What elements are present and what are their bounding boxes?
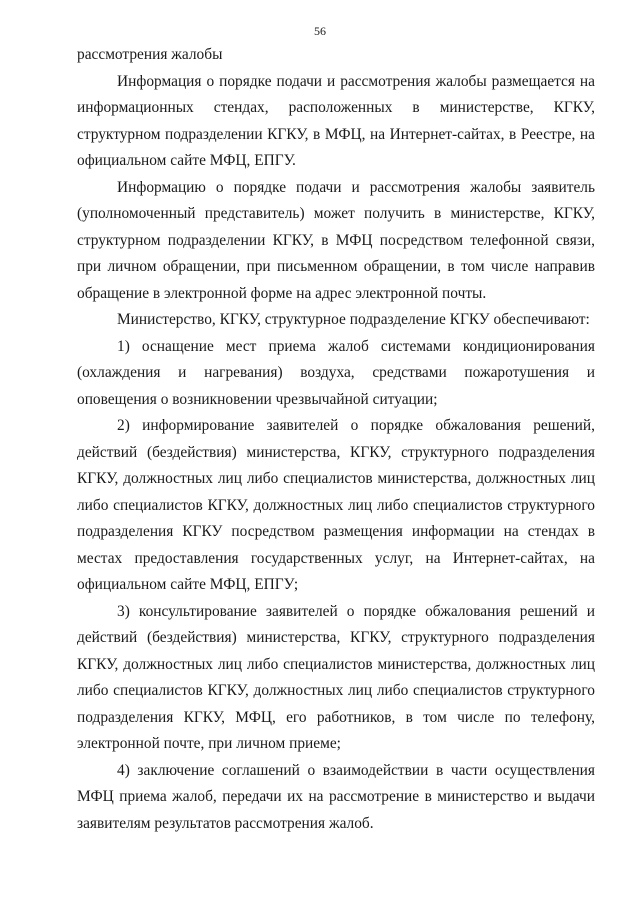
list-item-equipment: 1) оснащение мест приема жалоб системами кондиционирования (охлаждения и нагревания) воздуха, средствами пожаротушения и оповещения о возникновении чрезвычайной ситуации; — [77, 337, 595, 408]
paragraph-complaint-info-placement: Информация о порядке подачи и рассмотрения жалобы размещается на информационных стендах, расположенных в министерстве, КГКУ, структурном подразделении КГКУ, в МФЦ, на Интернет-сайтах, в Реестре, на официальном сайте МФЦ, ЕПГУ. — [77, 72, 595, 169]
document-body — [77, 42, 595, 837]
page-number: 56 — [314, 24, 326, 38]
list-item-informing: 2) информирование заявителей о порядке обжалования решений, действий (бездействия) министерства, КГКУ, структурного подразделения КГКУ, должностных лиц либо специалистов министерства, должностных лиц либо специалистов КГКУ, должностных лиц либо специалистов структурного подразделения КГКУ посредством размещения информации на стендах в местах предоставления государственных услуг, на Интернет-сайтах, на официальном сайте МФЦ, ЕПГУ; — [77, 417, 595, 593]
paragraph-complaint-info-obtaining: Информацию о порядке подачи и рассмотрения жалобы заявитель (уполномоченный представитель) может получить в министерстве, КГКУ, структурном подразделении КГКУ, в МФЦ посредством телефонной связи, при личном обращении, при письменном обращении, в том числе направив обращение в электронной форме на адрес электронной почты. — [77, 178, 595, 302]
paragraph-continuation: рассмотрения жалобы — [77, 46, 223, 63]
list-item-agreements: 4) заключение соглашений о взаимодействии в части осуществления МФЦ приема жалоб, передачи их на рассмотрение в министерство и выдачи заявителям результатов рассмотрения жалоб. — [77, 761, 595, 832]
paragraph-obligations-intro: Министерство, КГКУ, структурное подразделение КГКУ обеспечивают: — [117, 311, 590, 328]
list-item-consulting: 3) консультирование заявителей о порядке обжалования решений и действий (бездействия) министерства, КГКУ, структурного подразделения КГКУ, должностных лиц либо специалистов министерства, должностных лиц либо специалистов КГКУ, должностных лиц либо специалистов структурного подразделения КГКУ, МФЦ, его работников, в том числе по телефону, электронной почте, при личном приеме; — [77, 602, 595, 752]
